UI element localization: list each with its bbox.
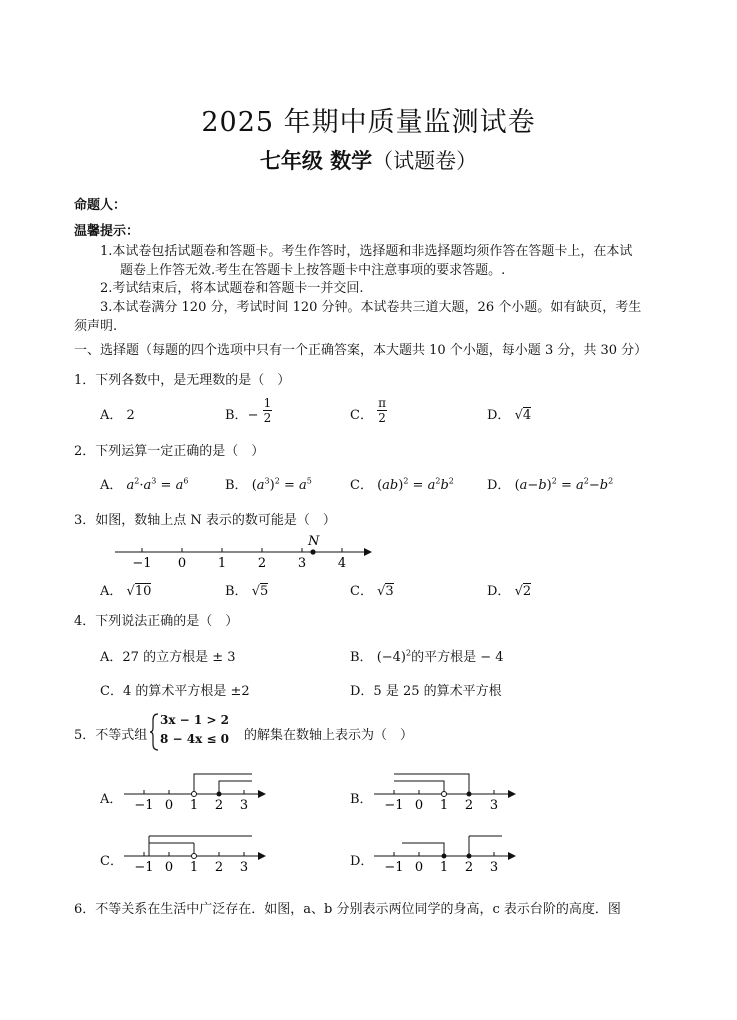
q5-label-c: C． [100, 854, 123, 869]
subtitle-main: 七年级 数学 [259, 148, 373, 173]
axis-tick-label: 0 [414, 860, 424, 875]
q3-option-c: C． √3 [350, 584, 394, 599]
axis-tick-label: 3 [489, 860, 499, 875]
axis-tick-label: 1 [439, 798, 449, 813]
axis-tick-label: 1 [439, 860, 449, 875]
question-3: 3．如图，数轴上点 N 表示的数可能是（ ） [74, 513, 336, 528]
axis-tick-label: 3 [489, 798, 499, 813]
q5-inequality-2: 8 − 4x ≤ 0 [160, 732, 230, 746]
axis-tick-label: 2 [257, 556, 267, 571]
q5-option-d-line [372, 830, 522, 880]
q4-option-c: C．4 的算术平方根是 ±2 [100, 684, 250, 699]
q2-option-b: B． $(a^3)^2 = a^5$ [225, 476, 312, 493]
axis-tick-label: 0 [164, 860, 174, 875]
axis-tick-label: −1 [384, 798, 404, 813]
q5-inequality-1: 3x − 1 > 2 [160, 713, 230, 727]
axis-tick-label: −1 [134, 860, 154, 875]
axis-tick-label: 1 [189, 798, 199, 813]
q1-option-c: C． $\frac{\pi}{2}$ [350, 396, 386, 425]
q3-option-d: D． √2 [487, 584, 532, 599]
q3-option-b: B． √5 [225, 584, 269, 599]
q4-option-a: A．27 的立方根是 ± 3 [100, 650, 236, 665]
question-4: 4．下列说法正确的是（ ） [74, 614, 239, 629]
notice-2: 2.考试结束后，将本试题卷和答题卡一并交回. [100, 281, 364, 296]
q2-option-a: A． $a^2\cdot a^3 = a^6$ [100, 476, 189, 493]
page-subtitle [0, 145, 737, 175]
axis-tick-label: 0 [177, 556, 187, 571]
question-5-suffix: 的解集在数轴上表示为（ ） [244, 728, 414, 743]
axis-tick-label: −1 [132, 556, 152, 571]
axis-tick-label: −1 [384, 860, 404, 875]
axis-tick-label: −1 [134, 798, 154, 813]
q1-option-b: B．− $\frac{1}{2}$ [225, 396, 272, 425]
q4-option-b: B． $(-4)^2$的平方根是 − 4 [350, 648, 504, 665]
axis-tick-label: 1 [189, 860, 199, 875]
q3-option-a: A． √10 [100, 584, 152, 599]
q5-label-a: A． [100, 792, 123, 807]
q2-option-c: C． $(ab)^2 = a^2b^2$ [350, 476, 454, 493]
q3-number-line [110, 530, 380, 575]
axis-tick-label: 3 [239, 860, 249, 875]
notice-3b: 须声明. [74, 319, 118, 334]
notice-label: 温馨提示： [74, 224, 140, 239]
q5-option-b-line [372, 768, 522, 818]
notice-1a: 1.本试卷包括试题卷和答题卡。考生作答时，选择题和非选择题均须作答在答题卡上，在本试 [100, 244, 633, 259]
author-label: 命题人： [74, 198, 127, 213]
notice-3a: 3.本试卷满分 120 分，考试时间 120 分钟。本试卷共三道大题，26 个小题。如有缺页，考生 [100, 300, 642, 315]
axis-tick-label: 3 [239, 798, 249, 813]
question-2: 2．下列运算一定正确的是（ ） [74, 444, 265, 459]
axis-tick-label: 2 [464, 860, 474, 875]
q1-option-a: A． 2 [100, 408, 135, 423]
notice-1b: 题卷上作答无效.考生在答题卡上按答题卡中注意事项的要求答题。. [120, 263, 506, 278]
axis-tick-label: 0 [414, 798, 424, 813]
question-5-prefix: 5．不等式组 [74, 728, 148, 743]
axis-tick-label: 2 [464, 798, 474, 813]
question-1: 1．下列各数中，是无理数的是（ ） [74, 373, 291, 388]
axis-tick-label: 1 [217, 556, 227, 571]
question-6: 6．不等关系在生活中广泛存在．如图，a、b 分别表示两位同学的身高，c 表示台阶的高度．图 [74, 902, 621, 917]
q5-label-d: D． [350, 854, 374, 869]
axis-tick-label: 3 [297, 556, 307, 571]
axis-tick-label: 0 [164, 798, 174, 813]
q5-option-a-line [122, 768, 272, 818]
q5-label-b: B． [350, 792, 373, 807]
axis-tick-label: 2 [214, 798, 224, 813]
subtitle-paren: （试题卷） [372, 149, 478, 173]
point-n-label: N [308, 534, 320, 549]
page-title: 2025 年期中质量监测试卷 [201, 107, 536, 138]
section-heading: 一、选择题（每题的四个选项中只有一个正确答案，本大题共 10 个小题，每小题 3 分，共 30 分） [74, 343, 648, 358]
axis-tick-label: 2 [214, 860, 224, 875]
brace-icon [150, 712, 160, 752]
q4-option-d: D．5 是 25 的算术平方根 [350, 684, 502, 699]
q1-option-d: D． √4 [487, 408, 532, 423]
q2-option-d: D． $(a-b)^2 = a^2-b^2$ [487, 476, 614, 493]
q5-option-c-line [122, 830, 272, 880]
axis-tick-label: 4 [337, 556, 347, 571]
point-n [310, 549, 315, 554]
